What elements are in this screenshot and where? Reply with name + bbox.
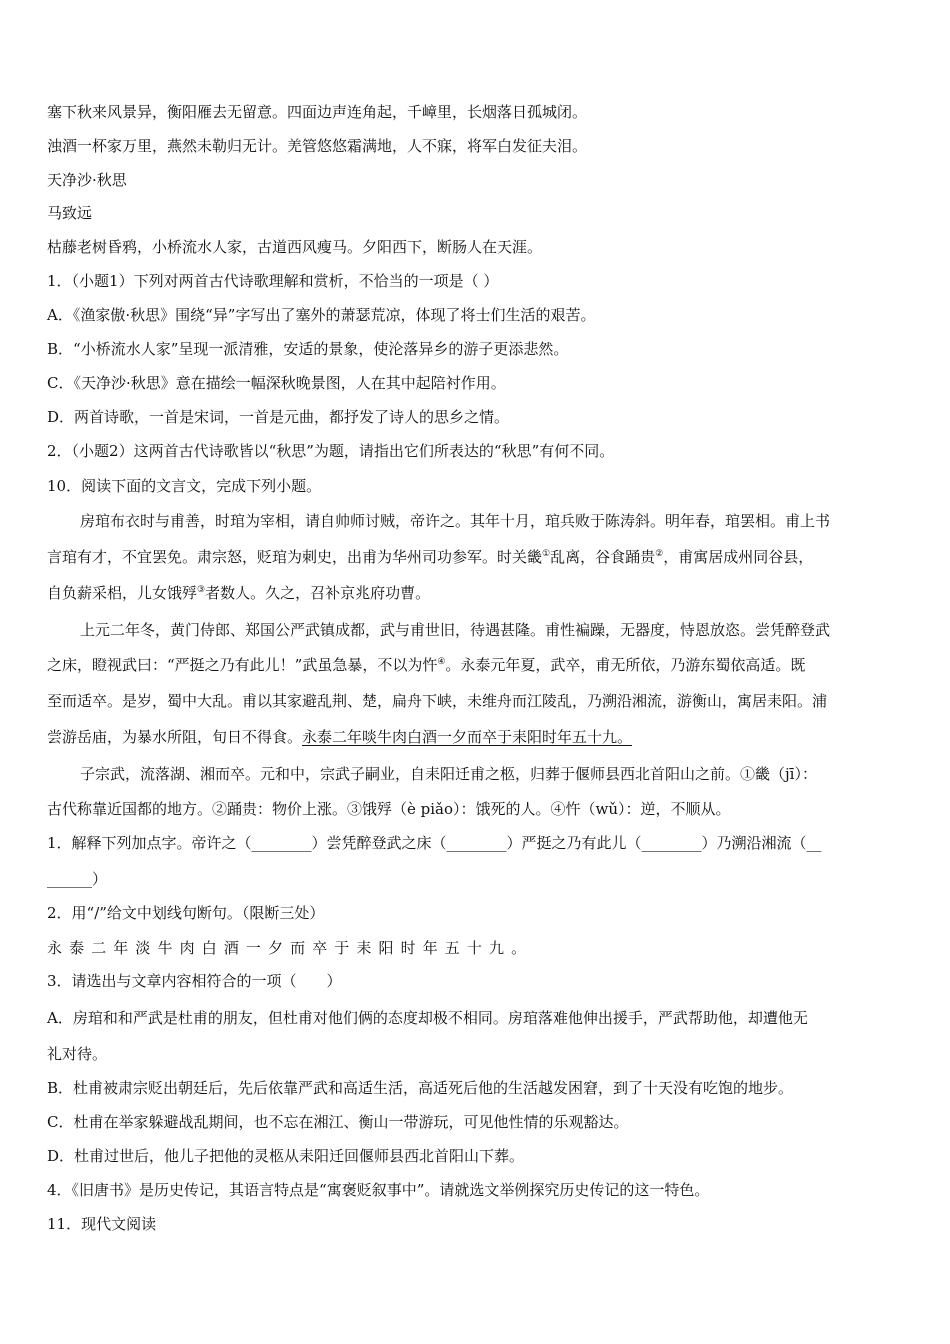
passage-text: 者数人。久之，召补京兆府功曹。 [205, 584, 431, 602]
poem2-text: 枯藤老树昏鸦，小桥流水人家，古道西风瘦马。夕阳西下，断肠人在天涯。 [47, 238, 543, 256]
q10-sub3-option-a-line1: A．房琯和和严武是杜甫的朋友，但杜甫对他们俩的态度却极不相同。房琯落难他伸出援手，严武帮助他，却遭他无 [47, 1009, 808, 1027]
q10-sub1-line2: ______） [47, 870, 108, 888]
footnote-marker: ① [542, 549, 551, 559]
q9-option-b: B．“小桥流水人家”呈现一派清雅，安适的景象，使沦落异乡的游子更添悲然。 [47, 340, 569, 358]
passage-text: 之床，瞪视武曰：“严挺之乃有此儿！”武虽急暴，不以为忤 [47, 656, 438, 674]
q10-sub2-sentence: 永泰二年淡牛肉白酒一夕而卒于耒阳时年五十九。 [47, 939, 534, 957]
underlined-sentence: 永泰二年啖牛肉白酒一夕而卒于耒阳时年五十九。 [302, 728, 633, 746]
poem2-title: 天净沙·秋思 [47, 171, 127, 189]
q10-sub3-option-c: C．杜甫在举家躲避战乱期间，也不忘在湘江、衡山一带游玩，可见他性情的乐观豁达。 [47, 1113, 629, 1131]
q11-heading: 11．现代文阅读 [47, 1215, 157, 1233]
passage-text: 自负薪采梠，儿女饿殍 [47, 584, 198, 602]
passage-p1-line2 [47, 547, 907, 567]
passage-p2-line4 [47, 727, 907, 747]
q10-sub3-option-a-line2: 礼对待。 [47, 1045, 108, 1063]
passage-text: 乱离，谷食踊贵 [550, 548, 656, 566]
poem1-line2: 浊酒一杯家万里，燕然未勒归无计。羌管悠悠霜满地，人不寐，将军白发征夫泪。 [47, 137, 588, 155]
passage-text: 言琯有才，不宜罢免。肃宗怒，贬琯为刺史，出甫为华州司功参军。时关畿 [47, 548, 543, 566]
passage-p1-line1: 房琯布衣时与甫善，时琯为宰相，请自帅师讨贼，帝许之。其年十月，琯兵败于陈涛斜。明年春，琯罢相。甫上书 [80, 512, 831, 530]
q10-sub1-line1: 1．解释下列加点字。帝许之（________）尝凭醉登武之床（________）严挺之乃有此儿（________）乃溯沿湘流（__ [47, 834, 822, 852]
footnote-marker: ③ [197, 585, 206, 595]
footnote-marker: ④ [437, 657, 446, 667]
q9-sub1-prompt: 1．（小题1）下列对两首古代诗歌理解和赏析，不恰当的一项是（ ） [47, 272, 499, 290]
poem1-line1: 塞下秋来风景异，衡阳雁去无留意。四面边声连角起，千嶂里，长烟落日孤城闭。 [47, 103, 588, 121]
q9-sub2-prompt: 2．（小题2）这两首古代诗歌皆以“秋思”为题，请指出它们所表达的“秋思”有何不同。 [47, 442, 615, 460]
q10-sub3-option-b: B．杜甫被肃宗贬出朝廷后，先后依靠严武和高适生活，高适死后他的生活越发困窘，到了十天没有吃饱的地步。 [47, 1079, 794, 1097]
passage-p2-line1: 上元二年冬，黄门侍郎、郑国公严武镇成都，武与甫世旧，待遇甚隆。甫性褊躁，无器度，恃恩放恣。尝凭醉登武 [80, 621, 831, 639]
passage-p2-line3: 至而适卒。是岁，蜀中大乱。甫以其家避乱荆、楚，扁舟下峡，未维舟而江陵乱，乃溯沿湘流，游衡山，寓居耒阳。浦 [47, 692, 828, 710]
q10-heading: 10．阅读下面的文言文，完成下列小题。 [47, 477, 322, 495]
q10-sub3-option-d: D．杜甫过世后，他儿子把他的灵柩从耒阳迁回偃师县西北首阳山下葬。 [47, 1147, 525, 1165]
q10-sub3-prompt: 3．请选出与文章内容相符合的一项（ ） [47, 972, 342, 990]
q9-option-c: C．《天净沙·秋思》意在描绘一幅深秋晚景图，人在其中起陪衬作用。 [47, 374, 506, 392]
passage-text: 。永泰元年夏，武卒，甫无所依，乃游东蜀依高适。既 [445, 656, 806, 674]
q10-sub2-prompt: 2．用“/”给文中划线句断句。（限断三处） [47, 904, 325, 922]
passage-p3-line2: 古代称靠近国都的地方。②踊贵：物价上涨。③饿殍（è piǎo）：饿死的人。④忤（wǔ）：逆，不顺从。 [47, 800, 731, 818]
passage-text: 尝游岳庙，为暴水所阻，旬日不得食。 [47, 728, 303, 746]
passage-p1-line3 [47, 583, 907, 603]
footnote-marker: ② [655, 549, 664, 559]
q9-option-a: A．《渔家傲·秋思》围绕“异”字写出了塞外的萧瑟荒凉，体现了将士们生活的艰苦。 [47, 306, 596, 324]
passage-text: ，甫寓居成州同谷县， [663, 548, 814, 566]
q10-sub4-prompt: 4．《旧唐书》是历史传记，其语言特点是“寓褒贬叙事中”。请就选文举例探究历史传记的这一特色。 [47, 1181, 710, 1199]
passage-p2-line2 [47, 655, 907, 675]
q9-option-d: D．两首诗歌，一首是宋词，一首是元曲，都抒发了诗人的思乡之情。 [47, 408, 510, 426]
poem2-author: 马致远 [47, 204, 93, 222]
passage-p3-line1: 子宗武，流落湖、湘而卒。元和中，宗武子嗣业，自耒阳迁甫之柩，归葬于偃师县西北首阳山之前。①畿（jī）： [80, 765, 817, 783]
